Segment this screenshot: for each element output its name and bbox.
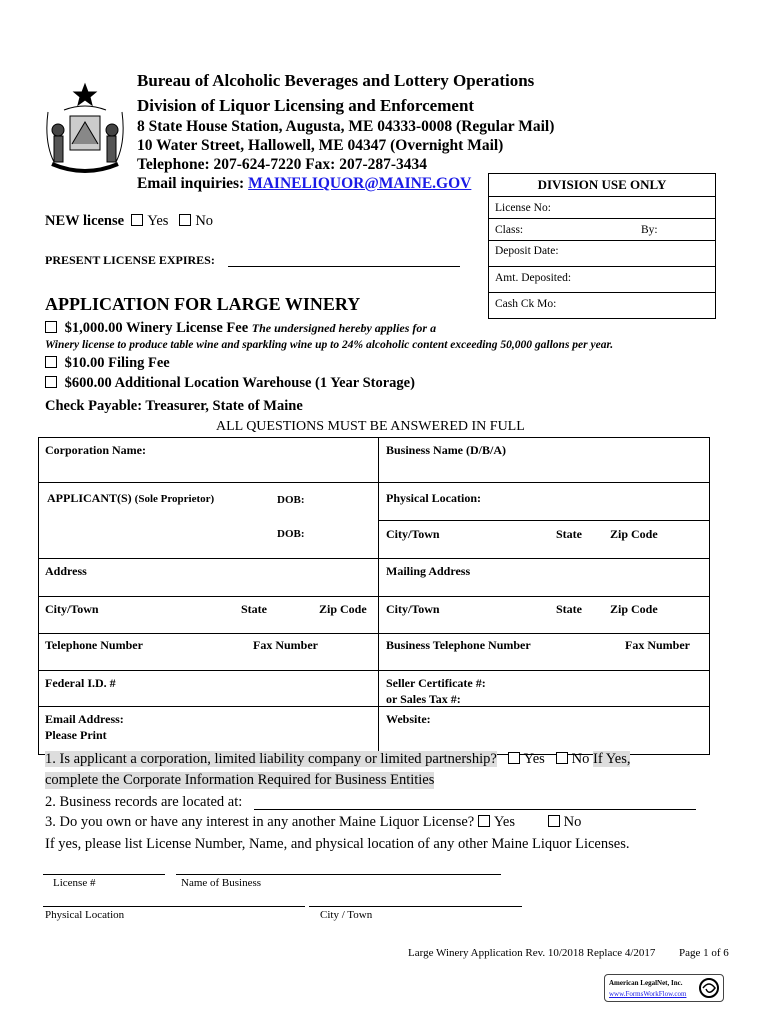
city-town-label: City / Town bbox=[320, 909, 373, 921]
physical-location-label: Physical Location bbox=[45, 909, 125, 921]
dob-field-1[interactable]: DOB: bbox=[277, 494, 305, 506]
new-license-no-checkbox[interactable] bbox=[179, 214, 191, 226]
warehouse-fee-label: $600.00 Additional Location Warehouse (1 Year Storage) bbox=[64, 375, 415, 391]
q1-yes-checkbox[interactable] bbox=[508, 752, 520, 764]
division-use-only-box bbox=[488, 173, 716, 319]
state-address-field[interactable]: State bbox=[241, 602, 267, 616]
dob-field-2[interactable]: DOB: bbox=[277, 528, 305, 540]
physical-location-field[interactable]: Physical Location: bbox=[386, 491, 481, 505]
maine-state-seal bbox=[44, 82, 126, 178]
city-town-mailing-field[interactable]: City/Town bbox=[386, 602, 440, 616]
question-1-cont: complete the Corporate Information Required for Business Entities bbox=[45, 772, 435, 788]
header-division: Division of Liquor Licensing and Enforcement bbox=[137, 96, 475, 115]
winery-fee-row bbox=[45, 320, 436, 337]
logo-swirl-icon bbox=[698, 977, 720, 999]
business-fax-field[interactable]: Fax Number bbox=[625, 638, 690, 652]
question-1 bbox=[45, 751, 630, 768]
seller-certificate-field[interactable] bbox=[386, 676, 486, 707]
business-telephone-field[interactable]: Business Telephone Number bbox=[386, 638, 531, 652]
business-records-location-field[interactable] bbox=[254, 809, 696, 810]
amt-deposited-row: Amt. Deposited: bbox=[489, 266, 715, 292]
all-questions-notice: ALL QUESTIONS MUST BE ANSWERED IN FULL bbox=[216, 419, 525, 434]
license-number-label: License # bbox=[53, 877, 96, 889]
q1-yes-label: Yes bbox=[523, 751, 545, 767]
warehouse-fee-checkbox[interactable] bbox=[45, 376, 57, 388]
address-field[interactable]: Address bbox=[45, 564, 87, 578]
email-link[interactable]: MAINELIQUOR@MAINE.GOV bbox=[248, 175, 472, 192]
by-label: By: bbox=[641, 224, 658, 236]
name-of-business-label: Name of Business bbox=[181, 877, 262, 889]
sole-proprietor-label: (Sole Proprietor) bbox=[134, 493, 215, 505]
american-legalnet-logo bbox=[604, 974, 724, 1002]
fax-field[interactable]: Fax Number bbox=[253, 638, 318, 652]
email-label: Email inquiries: bbox=[137, 175, 245, 192]
email-address-label: Email Address: bbox=[45, 712, 124, 726]
cash-ck-mo-row: Cash Ck Mo: bbox=[489, 292, 715, 319]
q3-yes-label: Yes bbox=[493, 814, 515, 830]
question-3 bbox=[45, 814, 581, 831]
deposit-date-row: Deposit Date: bbox=[489, 240, 715, 266]
email-address-field[interactable] bbox=[45, 712, 124, 743]
q1-no-label: No bbox=[571, 751, 590, 767]
telephone-field[interactable]: Telephone Number bbox=[45, 638, 143, 652]
warehouse-fee-row bbox=[45, 375, 415, 392]
present-license-expires-field[interactable] bbox=[228, 266, 460, 267]
federal-id-field[interactable]: Federal I.D. # bbox=[45, 676, 116, 690]
logo-url-link[interactable]: www.FormsWorkFlow.com bbox=[609, 990, 687, 998]
question-3-follow: If yes, please list License Number, Name, and physical location of any other Maine Liquor Licenses. bbox=[45, 836, 630, 852]
q1-no-checkbox[interactable] bbox=[556, 752, 568, 764]
corporation-name-field[interactable]: Corporation Name: bbox=[45, 443, 146, 457]
q3-no-checkbox[interactable] bbox=[548, 815, 560, 827]
logo-company-name: American LegalNet, Inc. bbox=[609, 979, 683, 987]
mailing-address-field[interactable]: Mailing Address bbox=[386, 564, 471, 578]
winery-fee-label: $1,000.00 Winery License Fee bbox=[64, 320, 249, 336]
winery-fee-checkbox[interactable] bbox=[45, 321, 57, 333]
applicant-info-grid bbox=[38, 437, 710, 755]
other-license-physical-location-field[interactable] bbox=[43, 906, 305, 907]
other-license-business-name-field[interactable] bbox=[176, 874, 501, 875]
zip-mailing-field[interactable]: Zip Code bbox=[610, 602, 658, 616]
filing-fee-label: $10.00 Filing Fee bbox=[64, 355, 170, 371]
please-print-label: Please Print bbox=[45, 727, 107, 742]
revision-note: Large Winery Application Rev. 10/2018 Replace 4/2017 bbox=[408, 947, 656, 959]
business-name-field[interactable]: Business Name (D/B/A) bbox=[386, 443, 507, 457]
state-physical-field[interactable]: State bbox=[556, 527, 582, 541]
question-3-text: 3. Do you own or have any interest in any another Maine Liquor License? bbox=[45, 814, 475, 830]
filing-fee-row bbox=[45, 355, 170, 372]
check-payable: Check Payable: Treasurer, State of Maine bbox=[45, 398, 303, 414]
class-row: Class: By: bbox=[489, 218, 715, 240]
seller-certificate-label: Seller Certificate #: bbox=[386, 676, 486, 690]
page-number: Page 1 of 6 bbox=[679, 947, 729, 959]
q1-if-yes-label: If Yes, bbox=[593, 751, 631, 767]
winery-fee-desc: The undersigned hereby applies for a bbox=[251, 321, 437, 335]
license-no-row: License No: bbox=[489, 196, 715, 218]
q3-no-label: No bbox=[563, 814, 582, 830]
city-town-physical-field[interactable]: City/Town bbox=[386, 527, 440, 541]
winery-fee-desc-cont: Winery license to produce table wine and sparkling wine up to 24% alcoholic content exceeding 50,000 gallons per year. bbox=[45, 339, 614, 351]
header-address-regular: 8 State House Station, Augusta, ME 04333-0008 (Regular Mail) bbox=[137, 118, 555, 135]
new-license-no-label: No bbox=[195, 213, 214, 229]
header-email-line bbox=[137, 176, 471, 192]
present-license-expires-label: PRESENT LICENSE EXPIRES: bbox=[45, 253, 215, 267]
state-mailing-field[interactable]: State bbox=[556, 602, 582, 616]
new-license-label: NEW license bbox=[45, 213, 125, 229]
header-address-overnight: 10 Water Street, Hallowell, ME 04347 (Overnight Mail) bbox=[137, 137, 504, 154]
city-town-address-field[interactable]: City/Town bbox=[45, 602, 99, 616]
new-license-row bbox=[45, 213, 213, 230]
q3-yes-checkbox[interactable] bbox=[478, 815, 490, 827]
applicants-label: APPLICANT(S) bbox=[47, 491, 132, 505]
division-title: DIVISION USE ONLY bbox=[537, 177, 667, 192]
website-field[interactable]: Website: bbox=[386, 712, 431, 726]
other-license-number-field[interactable] bbox=[43, 874, 165, 875]
question-2: 2. Business records are located at: bbox=[45, 794, 243, 810]
zip-address-field[interactable]: Zip Code bbox=[319, 602, 367, 616]
new-license-yes-label: Yes bbox=[147, 213, 169, 229]
header-phone: Telephone: 207-624-7220 Fax: 207-287-3434 bbox=[137, 156, 428, 173]
sales-tax-label: or Sales Tax #: bbox=[386, 691, 461, 706]
new-license-yes-checkbox[interactable] bbox=[131, 214, 143, 226]
other-license-city-town-field[interactable] bbox=[309, 906, 522, 907]
applicants-field[interactable] bbox=[47, 491, 214, 507]
application-title: APPLICATION FOR LARGE WINERY bbox=[45, 294, 361, 314]
header-bureau: Bureau of Alcoholic Beverages and Lottery Operations bbox=[137, 71, 535, 90]
zip-physical-field[interactable]: Zip Code bbox=[610, 527, 658, 541]
filing-fee-checkbox[interactable] bbox=[45, 356, 57, 368]
question-1-text: 1. Is applicant a corporation, limited liability company or limited partnership? bbox=[45, 751, 497, 767]
